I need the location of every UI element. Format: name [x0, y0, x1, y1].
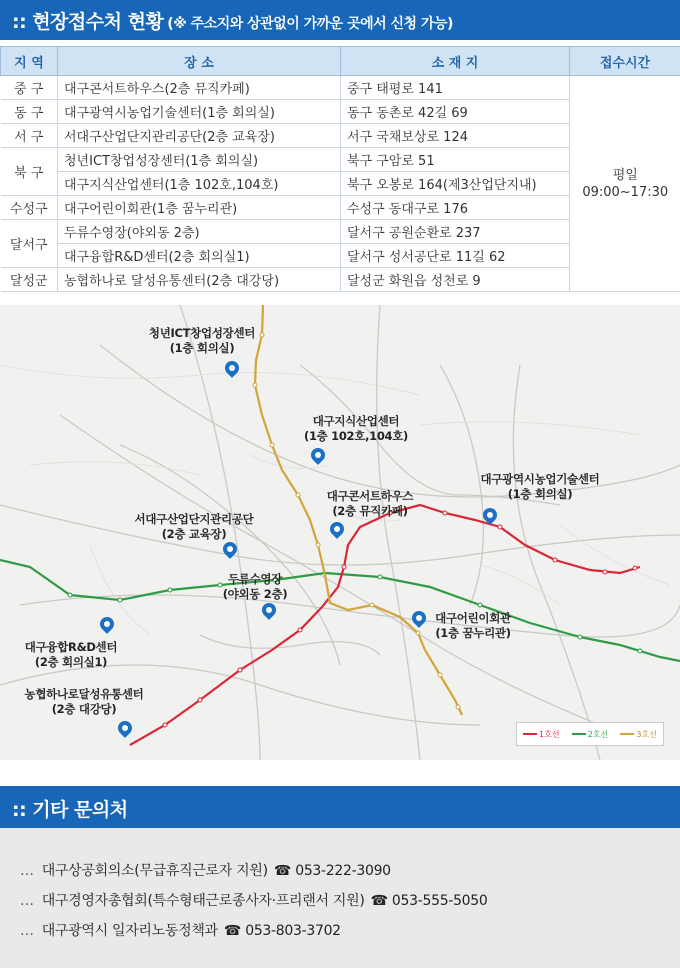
map-label-youth-ict — [132, 326, 272, 356]
place-cell: 두류수영장(야외동 2층) — [58, 220, 341, 244]
map-label-line: (1층 꿈누리관) — [435, 626, 511, 640]
place-cell: 대구어린이회관(1층 꿈누리관) — [58, 196, 341, 220]
map-label-childrens-hall — [428, 611, 518, 641]
map-label-line: (1층 102호,104호) — [303, 429, 409, 443]
map-label-line: 대구콘서트하우스 — [326, 489, 414, 503]
map-label-line: (1층 회의실) — [169, 341, 235, 355]
table-header-row — [1, 47, 680, 76]
address-cell: 동구 동촌로 42길 69 — [341, 100, 570, 124]
address-cell: 북구 오봉로 164(제3산업단지내) — [341, 172, 570, 196]
map-legend — [516, 722, 664, 746]
place-cell: 청년ICT창업성장센터(1층 회의실) — [58, 148, 341, 172]
place-cell: 대구콘서트하우스(2층 뮤직카페) — [58, 76, 341, 100]
bullet: … — [20, 923, 34, 939]
map-label-line: (2층 뮤직카페) — [332, 504, 408, 518]
table-row — [1, 76, 680, 100]
district-cell: 중 구 — [1, 76, 58, 100]
map-label-line: (2층 대강당) — [51, 702, 117, 716]
address-cell: 달서구 성서공단로 11길 62 — [341, 244, 570, 268]
section-title-text: 기타 문의처 — [32, 799, 128, 821]
map-label-concert-house — [318, 489, 422, 519]
location-pin-icon[interactable] — [225, 361, 239, 375]
col-header-time: 접수시간 — [570, 47, 680, 76]
legend-item-line3 — [620, 729, 657, 740]
section-prefix: :: — [12, 11, 27, 33]
contact-phone[interactable]: ☎ 053-555-5050 — [370, 893, 488, 909]
address-cell: 중구 태평로 141 — [341, 76, 570, 100]
contact-item — [20, 920, 341, 940]
address-cell: 북구 구암로 51 — [341, 148, 570, 172]
section-title — [12, 795, 128, 822]
location-pin-icon[interactable] — [483, 508, 497, 522]
contact-item — [20, 890, 488, 910]
place-cell: 서대구산업단지관리공단(2층 교육장) — [58, 124, 341, 148]
line2-stations — [68, 575, 642, 653]
section-title — [12, 7, 453, 34]
district-cell: 북 구 — [1, 148, 58, 196]
address-cell: 수성구 동대구로 176 — [341, 196, 570, 220]
contact-item — [20, 860, 391, 880]
bullet: … — [20, 863, 34, 879]
map-label-line: 대구광역시농업기술센터 — [480, 472, 600, 486]
contact-text: 대구상공회의소(무급휴직근로자 지원) — [41, 863, 268, 879]
col-header-address: 소 재 지 — [341, 47, 570, 76]
district-cell: 동 구 — [1, 100, 58, 124]
map-label-line: 농협하나로달성유통센터 — [24, 687, 144, 701]
location-pin-icon[interactable] — [311, 448, 325, 462]
map-label-line: 대구융합R&D센터 — [24, 640, 118, 654]
location-pin-icon[interactable] — [262, 603, 276, 617]
time-cell — [570, 76, 680, 292]
map-label-line: (2층 회의실1) — [34, 655, 108, 669]
place-cell: 대구광역시농업기술센터(1층 회의실) — [58, 100, 341, 124]
location-pin-icon[interactable] — [330, 522, 344, 536]
legend-label: 3호선 — [636, 729, 657, 739]
map-label-line: 서대구산업단지관리공단 — [134, 512, 254, 526]
line3-stations — [253, 333, 460, 709]
location-pin-icon[interactable] — [223, 542, 237, 556]
legend-label: 1호선 — [539, 729, 560, 739]
district-cell: 달성군 — [1, 268, 58, 292]
location-pin-icon[interactable] — [412, 611, 426, 625]
col-header-place: 장 소 — [58, 47, 341, 76]
location-pin-icon[interactable] — [118, 721, 132, 735]
legend-item-line1 — [523, 729, 560, 740]
location-pin-icon[interactable] — [100, 617, 114, 631]
map-label-agri-center — [468, 472, 612, 502]
time-day: 평일 — [612, 167, 638, 183]
place-cell: 대구융합R&D센터(2층 회의실1) — [58, 244, 341, 268]
map-label-line: 두류수영장 — [227, 572, 283, 586]
legend-label: 2호선 — [587, 729, 609, 739]
map-label-line: 청년ICT창업성장센터 — [148, 326, 256, 340]
map-label-duryu-pool — [200, 572, 310, 602]
section-header-locations — [0, 0, 680, 40]
section-header-contacts — [0, 786, 680, 828]
district-cell: 달서구 — [1, 220, 58, 268]
map-label-seodaegu-complex — [112, 512, 276, 542]
bullet: … — [20, 893, 34, 909]
map-label-convergence-rnd — [16, 640, 126, 670]
map-label-line: 대구지식산업센터 — [312, 414, 400, 428]
district-cell: 서 구 — [1, 124, 58, 148]
contact-phone[interactable]: ☎ 053-222-3090 — [273, 863, 391, 879]
contacts-panel — [0, 828, 680, 968]
map-label-line: (2층 교육장) — [161, 527, 227, 541]
section-note: (※ 주소지와 상관없이 가까운 곳에서 신청 가능) — [167, 16, 453, 32]
address-cell: 서구 국채보상로 124 — [341, 124, 570, 148]
map-label-line: (1층 회의실) — [507, 487, 573, 501]
contact-text: 대구광역시 일자리노동정책과 — [41, 923, 218, 939]
map-label-line: (야외동 2층) — [222, 587, 288, 601]
district-cell: 수성구 — [1, 196, 58, 220]
contact-phone[interactable]: ☎ 053-803-3702 — [223, 923, 341, 939]
section-prefix: :: — [12, 799, 27, 821]
locations-table — [0, 46, 680, 292]
section-title-text: 현장접수처 현황 — [32, 11, 164, 33]
place-cell: 대구지식산업센터(1층 102호,104호) — [58, 172, 341, 196]
map-label-knowledge-center — [296, 414, 416, 444]
contact-text: 대구경영자총협회(특수형태근로종사자·프리랜서 지원) — [41, 893, 365, 909]
place-cell: 농협하나로 달성유통센터(2층 대강당) — [58, 268, 341, 292]
address-cell: 달서구 공원순환로 237 — [341, 220, 570, 244]
map-label-line: 대구어린이회관 — [435, 611, 511, 625]
time-hours: 09:00~17:30 — [582, 184, 669, 200]
map-label-nonghyup-center — [4, 687, 164, 717]
address-cell: 달성군 화원읍 성천로 9 — [341, 268, 570, 292]
legend-item-line2 — [572, 729, 609, 740]
col-header-district: 지 역 — [1, 47, 58, 76]
